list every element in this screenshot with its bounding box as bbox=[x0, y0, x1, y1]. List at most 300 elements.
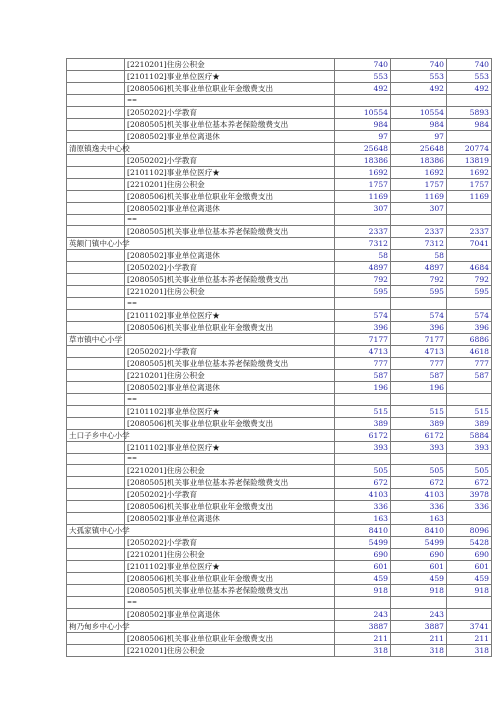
amount-cell-2: 595 bbox=[391, 286, 447, 298]
unit-name: 土口子乡中心小学 bbox=[69, 430, 130, 440]
amount-cell-3: 918 bbox=[447, 585, 492, 597]
amount-cell-2: 243 bbox=[391, 608, 447, 620]
budget-table-body bbox=[67, 59, 492, 657]
amount-cell-1: 740 bbox=[335, 59, 391, 71]
amount-cell-1: 396 bbox=[335, 321, 391, 333]
budget-item-cell: [2080506]机关事业单位职业年金缴费支出 bbox=[125, 573, 335, 585]
budget-item-cell: == bbox=[125, 214, 335, 226]
amount-cell-1: 393 bbox=[335, 441, 391, 453]
amount-cell-2: 336 bbox=[391, 501, 447, 513]
unit-name-cell bbox=[67, 298, 125, 310]
amount-cell-2: 7312 bbox=[391, 238, 447, 250]
budget-item-cell: [2080502]事业单位离退休 bbox=[125, 513, 335, 525]
amount-cell-2: 25648 bbox=[391, 142, 447, 154]
table-row bbox=[67, 513, 492, 525]
amount-cell-2: 918 bbox=[391, 585, 447, 597]
amount-cell-1: 10554 bbox=[335, 106, 391, 118]
amount-cell-2: 2337 bbox=[391, 226, 447, 238]
amount-cell-1: 8410 bbox=[335, 525, 391, 537]
amount-cell-1: 97 bbox=[335, 130, 391, 142]
budget-item-cell: [2080506]机关事业单位职业年金缴费支出 bbox=[125, 83, 335, 95]
table-row bbox=[67, 357, 492, 369]
table-row bbox=[67, 130, 492, 142]
amount-cell-1: 336 bbox=[335, 501, 391, 513]
amount-cell-3: 1757 bbox=[447, 178, 492, 190]
table-row bbox=[67, 250, 492, 262]
amount-cell-3: 492 bbox=[447, 83, 492, 95]
table-row bbox=[67, 59, 492, 71]
budget-item-cell: [2101102]事业单位医疗★ bbox=[125, 441, 335, 453]
unit-name-cell bbox=[67, 214, 125, 226]
amount-cell-2 bbox=[391, 453, 447, 465]
amount-cell-2: 97 bbox=[391, 130, 447, 142]
budget-item-cell: [2210201]住房公积金 bbox=[125, 59, 335, 71]
table-separator-row bbox=[67, 214, 492, 226]
amount-cell-1: 672 bbox=[335, 477, 391, 489]
amount-cell-2: 18386 bbox=[391, 154, 447, 166]
amount-cell-3: 8096 bbox=[447, 525, 492, 537]
amount-cell-2: 211 bbox=[391, 632, 447, 644]
amount-cell-2: 396 bbox=[391, 321, 447, 333]
amount-cell-2: 587 bbox=[391, 369, 447, 381]
table-separator-row bbox=[67, 453, 492, 465]
budget-item-cell: [2210201]住房公积金 bbox=[125, 286, 335, 298]
unit-name-cell bbox=[67, 309, 125, 321]
amount-cell-3: 1169 bbox=[447, 190, 492, 202]
amount-cell-1: 25648 bbox=[335, 142, 391, 154]
amount-cell-1: 318 bbox=[335, 644, 391, 656]
amount-cell-3 bbox=[447, 381, 492, 393]
amount-cell-2: 5499 bbox=[391, 537, 447, 549]
budget-item-cell: [2210201]住房公积金 bbox=[125, 178, 335, 190]
table-group-row bbox=[67, 142, 492, 154]
amount-cell-3: 459 bbox=[447, 573, 492, 585]
budget-item-cell: [2080506]机关事业单位职业年金缴费支出 bbox=[125, 501, 335, 513]
budget-item-cell: [2050202]小学教育 bbox=[125, 345, 335, 357]
amount-cell-3: 3978 bbox=[447, 489, 492, 501]
budget-item-cell bbox=[125, 620, 335, 632]
unit-name-cell bbox=[67, 513, 125, 525]
amount-cell-1 bbox=[335, 393, 391, 405]
table-row bbox=[67, 71, 492, 83]
unit-name-cell bbox=[67, 286, 125, 298]
table-row bbox=[67, 154, 492, 166]
unit-name-cell bbox=[67, 357, 125, 369]
unit-name-cell bbox=[67, 417, 125, 429]
table-group-row bbox=[67, 429, 492, 441]
amount-cell-3 bbox=[447, 214, 492, 226]
unit-name-cell bbox=[67, 130, 125, 142]
table-group-row bbox=[67, 238, 492, 250]
unit-name-cell bbox=[67, 262, 125, 274]
budget-table bbox=[66, 58, 492, 657]
amount-cell-2: 984 bbox=[391, 118, 447, 130]
unit-name-cell bbox=[67, 525, 130, 537]
amount-cell-2: 4897 bbox=[391, 262, 447, 274]
amount-cell-2: 4713 bbox=[391, 345, 447, 357]
amount-cell-1: 505 bbox=[335, 465, 391, 477]
amount-cell-2: 690 bbox=[391, 549, 447, 561]
unit-name-cell bbox=[67, 501, 125, 513]
budget-item-cell: [2210201]住房公积金 bbox=[125, 644, 335, 656]
table-row bbox=[67, 369, 492, 381]
table-group-row bbox=[67, 525, 492, 537]
unit-name-cell bbox=[67, 441, 125, 453]
amount-cell-1: 459 bbox=[335, 573, 391, 585]
amount-cell-1: 4713 bbox=[335, 345, 391, 357]
budget-item-cell: [2050202]小学教育 bbox=[125, 154, 335, 166]
amount-cell-3: 20774 bbox=[447, 142, 492, 154]
table-row bbox=[67, 321, 492, 333]
unit-name-cell bbox=[67, 95, 125, 107]
amount-cell-3: 396 bbox=[447, 321, 492, 333]
amount-cell-2: 574 bbox=[391, 309, 447, 321]
amount-cell-1: 211 bbox=[335, 632, 391, 644]
amount-cell-2: 740 bbox=[391, 59, 447, 71]
budget-item-cell: [2050202]小学教育 bbox=[125, 262, 335, 274]
unit-name: 英额门镇中心小学 bbox=[69, 239, 130, 249]
budget-item-cell: [2101102]事业单位医疗★ bbox=[125, 309, 335, 321]
unit-name-cell bbox=[67, 369, 125, 381]
amount-cell-1: 792 bbox=[335, 274, 391, 286]
table-row bbox=[67, 549, 492, 561]
unit-name-cell bbox=[67, 83, 125, 95]
amount-cell-2: 515 bbox=[391, 405, 447, 417]
amount-cell-3: 318 bbox=[447, 644, 492, 656]
budget-item-cell: [2101102]事业单位医疗★ bbox=[125, 71, 335, 83]
amount-cell-1: 3887 bbox=[335, 620, 391, 632]
amount-cell-1: 389 bbox=[335, 417, 391, 429]
unit-name-cell bbox=[67, 238, 130, 250]
amount-cell-2: 1692 bbox=[391, 166, 447, 178]
amount-cell-1: 690 bbox=[335, 549, 391, 561]
table-row bbox=[67, 632, 492, 644]
budget-item-cell: [2080502]事业单位离退休 bbox=[125, 130, 335, 142]
unit-name-cell bbox=[67, 71, 125, 83]
table-row bbox=[67, 561, 492, 573]
table-row bbox=[67, 286, 492, 298]
amount-cell-1: 307 bbox=[335, 202, 391, 214]
amount-cell-1: 515 bbox=[335, 405, 391, 417]
unit-name-cell bbox=[67, 166, 125, 178]
budget-item-cell: [2101102]事业单位医疗★ bbox=[125, 561, 335, 573]
amount-cell-3: 389 bbox=[447, 417, 492, 429]
unit-name: 大孤家镇中心小学 bbox=[69, 526, 130, 536]
unit-name-cell bbox=[67, 118, 125, 130]
unit-name-cell bbox=[67, 142, 130, 154]
amount-cell-1: 574 bbox=[335, 309, 391, 321]
amount-cell-3: 1692 bbox=[447, 166, 492, 178]
unit-name: 清原镇逸夫中心校 bbox=[69, 143, 130, 153]
amount-cell-2 bbox=[391, 214, 447, 226]
table-row bbox=[67, 405, 492, 417]
amount-cell-3: 587 bbox=[447, 369, 492, 381]
budget-item-cell: [2101102]事业单位医疗★ bbox=[125, 166, 335, 178]
table-row bbox=[67, 178, 492, 190]
table-row bbox=[67, 465, 492, 477]
unit-name-cell bbox=[67, 597, 125, 609]
amount-cell-1: 18386 bbox=[335, 154, 391, 166]
amount-cell-3 bbox=[447, 597, 492, 609]
budget-item-cell: == bbox=[125, 95, 335, 107]
budget-item-cell: [2050202]小学教育 bbox=[125, 489, 335, 501]
budget-item-cell: [2080505]机关事业单位基本养老保险缴费支出 bbox=[125, 118, 335, 130]
amount-cell-2: 792 bbox=[391, 274, 447, 286]
amount-cell-3 bbox=[447, 513, 492, 525]
amount-cell-3: 393 bbox=[447, 441, 492, 453]
amount-cell-2: 8410 bbox=[391, 525, 447, 537]
amount-cell-1: 1692 bbox=[335, 166, 391, 178]
amount-cell-1 bbox=[335, 597, 391, 609]
budget-item-cell: [2080505]机关事业单位基本养老保险缴费支出 bbox=[125, 477, 335, 489]
amount-cell-3 bbox=[447, 250, 492, 262]
amount-cell-3 bbox=[447, 130, 492, 142]
amount-cell-1: 553 bbox=[335, 71, 391, 83]
amount-cell-3: 515 bbox=[447, 405, 492, 417]
amount-cell-2: 10554 bbox=[391, 106, 447, 118]
budget-item-cell: [2050202]小学教育 bbox=[125, 106, 335, 118]
amount-cell-2: 3887 bbox=[391, 620, 447, 632]
amount-cell-2: 307 bbox=[391, 202, 447, 214]
amount-cell-3 bbox=[447, 202, 492, 214]
amount-cell-3: 4684 bbox=[447, 262, 492, 274]
unit-name: 草市镇中心小学 bbox=[69, 334, 123, 344]
unit-name-cell bbox=[67, 321, 125, 333]
amount-cell-3: 777 bbox=[447, 357, 492, 369]
table-row bbox=[67, 537, 492, 549]
budget-item-cell: [2101102]事业单位医疗★ bbox=[125, 405, 335, 417]
amount-cell-2: 1169 bbox=[391, 190, 447, 202]
amount-cell-2 bbox=[391, 393, 447, 405]
table-separator-row bbox=[67, 298, 492, 310]
amount-cell-1: 58 bbox=[335, 250, 391, 262]
amount-cell-1 bbox=[335, 95, 391, 107]
budget-item-cell bbox=[125, 238, 335, 250]
amount-cell-3 bbox=[447, 453, 492, 465]
table-group-row bbox=[67, 620, 492, 632]
unit-name-cell bbox=[67, 345, 125, 357]
unit-name-cell bbox=[67, 453, 125, 465]
table-row bbox=[67, 441, 492, 453]
unit-name-cell bbox=[67, 106, 125, 118]
amount-cell-3: 690 bbox=[447, 549, 492, 561]
budget-item-cell: [2080505]机关事业单位基本养老保险缴费支出 bbox=[125, 226, 335, 238]
unit-name: 枸乃甸乡中心小学 bbox=[69, 621, 130, 631]
unit-name-cell bbox=[67, 465, 125, 477]
amount-cell-1: 595 bbox=[335, 286, 391, 298]
table-row bbox=[67, 585, 492, 597]
amount-cell-1: 196 bbox=[335, 381, 391, 393]
amount-cell-3: 4618 bbox=[447, 345, 492, 357]
budget-item-cell: [2080505]机关事业单位基本养老保险缴费支出 bbox=[125, 585, 335, 597]
amount-cell-3 bbox=[447, 393, 492, 405]
budget-item-cell: [2080502]事业单位离退休 bbox=[125, 250, 335, 262]
table-row bbox=[67, 106, 492, 118]
amount-cell-1: 777 bbox=[335, 357, 391, 369]
amount-cell-3: 2337 bbox=[447, 226, 492, 238]
table-row bbox=[67, 83, 492, 95]
table-row bbox=[67, 381, 492, 393]
table-group-row bbox=[67, 333, 492, 345]
table-separator-row bbox=[67, 597, 492, 609]
amount-cell-2: 672 bbox=[391, 477, 447, 489]
amount-cell-1: 1757 bbox=[335, 178, 391, 190]
amount-cell-1: 587 bbox=[335, 369, 391, 381]
unit-name-cell bbox=[67, 250, 125, 262]
unit-name-cell bbox=[67, 489, 125, 501]
unit-name-cell bbox=[67, 644, 125, 656]
amount-cell-3: 5428 bbox=[447, 537, 492, 549]
unit-name-cell bbox=[67, 393, 125, 405]
budget-item-cell: == bbox=[125, 597, 335, 609]
table-row bbox=[67, 477, 492, 489]
table-row bbox=[67, 489, 492, 501]
amount-cell-3: 553 bbox=[447, 71, 492, 83]
amount-cell-2: 777 bbox=[391, 357, 447, 369]
budget-item-cell: [2080502]事业单位离退休 bbox=[125, 381, 335, 393]
budget-item-cell: == bbox=[125, 298, 335, 310]
amount-cell-3: 792 bbox=[447, 274, 492, 286]
unit-name-cell bbox=[67, 620, 130, 632]
unit-name-cell bbox=[67, 477, 125, 489]
amount-cell-3: 13819 bbox=[447, 154, 492, 166]
unit-name-cell bbox=[67, 178, 125, 190]
budget-item-cell: == bbox=[125, 453, 335, 465]
budget-item-cell bbox=[125, 525, 335, 537]
amount-cell-1: 984 bbox=[335, 118, 391, 130]
amount-cell-2: 4103 bbox=[391, 489, 447, 501]
amount-cell-2: 58 bbox=[391, 250, 447, 262]
unit-name-cell bbox=[67, 202, 125, 214]
amount-cell-1: 4103 bbox=[335, 489, 391, 501]
unit-name-cell bbox=[67, 549, 125, 561]
amount-cell-1: 1169 bbox=[335, 190, 391, 202]
unit-name-cell bbox=[67, 333, 125, 345]
amount-cell-1: 2337 bbox=[335, 226, 391, 238]
table-row bbox=[67, 166, 492, 178]
table-row bbox=[67, 345, 492, 357]
table-row bbox=[67, 309, 492, 321]
unit-name-cell bbox=[67, 573, 125, 585]
amount-cell-2 bbox=[391, 95, 447, 107]
unit-name-cell bbox=[67, 154, 125, 166]
amount-cell-2: 459 bbox=[391, 573, 447, 585]
amount-cell-1 bbox=[335, 214, 391, 226]
amount-cell-2: 7177 bbox=[391, 333, 447, 345]
amount-cell-3: 595 bbox=[447, 286, 492, 298]
budget-item-cell: [2080506]机关事业单位职业年金缴费支出 bbox=[125, 190, 335, 202]
amount-cell-2: 601 bbox=[391, 561, 447, 573]
amount-cell-1: 918 bbox=[335, 585, 391, 597]
amount-cell-3: 601 bbox=[447, 561, 492, 573]
unit-name-cell bbox=[67, 274, 125, 286]
table-row bbox=[67, 202, 492, 214]
table-row bbox=[67, 608, 492, 620]
budget-item-cell: [2080506]机关事业单位职业年金缴费支出 bbox=[125, 632, 335, 644]
amount-cell-1: 601 bbox=[335, 561, 391, 573]
amount-cell-3: 505 bbox=[447, 465, 492, 477]
amount-cell-3 bbox=[447, 298, 492, 310]
amount-cell-3: 740 bbox=[447, 59, 492, 71]
table-row bbox=[67, 644, 492, 656]
budget-item-cell: [2080505]机关事业单位基本养老保险缴费支出 bbox=[125, 274, 335, 286]
amount-cell-3: 5884 bbox=[447, 429, 492, 441]
budget-item-cell bbox=[125, 333, 335, 345]
amount-cell-2: 163 bbox=[391, 513, 447, 525]
table-separator-row bbox=[67, 95, 492, 107]
amount-cell-3: 211 bbox=[447, 632, 492, 644]
amount-cell-2: 6172 bbox=[391, 429, 447, 441]
amount-cell-2: 505 bbox=[391, 465, 447, 477]
table-separator-row bbox=[67, 393, 492, 405]
amount-cell-1: 492 bbox=[335, 83, 391, 95]
amount-cell-3: 574 bbox=[447, 309, 492, 321]
amount-cell-2: 492 bbox=[391, 83, 447, 95]
amount-cell-3: 336 bbox=[447, 501, 492, 513]
budget-item-cell: [2050202]小学教育 bbox=[125, 537, 335, 549]
budget-table-sheet bbox=[66, 58, 489, 657]
amount-cell-2: 389 bbox=[391, 417, 447, 429]
amount-cell-3: 5893 bbox=[447, 106, 492, 118]
amount-cell-1: 7312 bbox=[335, 238, 391, 250]
unit-name-cell bbox=[67, 632, 125, 644]
table-row bbox=[67, 501, 492, 513]
amount-cell-2: 196 bbox=[391, 381, 447, 393]
budget-item-cell: [2210201]住房公积金 bbox=[125, 465, 335, 477]
budget-item-cell: == bbox=[125, 393, 335, 405]
amount-cell-3: 984 bbox=[447, 118, 492, 130]
amount-cell-2: 1757 bbox=[391, 178, 447, 190]
table-row bbox=[67, 226, 492, 238]
amount-cell-3: 6886 bbox=[447, 333, 492, 345]
budget-item-cell: [2080502]事业单位离退休 bbox=[125, 202, 335, 214]
amount-cell-2: 553 bbox=[391, 71, 447, 83]
amount-cell-1: 243 bbox=[335, 608, 391, 620]
unit-name-cell bbox=[67, 190, 125, 202]
amount-cell-1: 163 bbox=[335, 513, 391, 525]
unit-name-cell bbox=[67, 608, 125, 620]
unit-name-cell bbox=[67, 561, 125, 573]
amount-cell-3 bbox=[447, 608, 492, 620]
unit-name-cell bbox=[67, 537, 125, 549]
amount-cell-1 bbox=[335, 453, 391, 465]
unit-name-cell bbox=[67, 226, 125, 238]
budget-item-cell: [2080502]事业单位离退休 bbox=[125, 608, 335, 620]
amount-cell-3: 672 bbox=[447, 477, 492, 489]
amount-cell-2: 318 bbox=[391, 644, 447, 656]
unit-name-cell bbox=[67, 429, 130, 441]
budget-item-cell: [2080506]机关事业单位职业年金缴费支出 bbox=[125, 321, 335, 333]
amount-cell-2: 393 bbox=[391, 441, 447, 453]
table-row bbox=[67, 262, 492, 274]
budget-item-cell: [2210201]住房公积金 bbox=[125, 549, 335, 561]
table-row bbox=[67, 274, 492, 286]
amount-cell-3 bbox=[447, 95, 492, 107]
amount-cell-1 bbox=[335, 298, 391, 310]
budget-item-cell bbox=[125, 429, 335, 441]
table-row bbox=[67, 118, 492, 130]
unit-name-cell bbox=[67, 585, 125, 597]
amount-cell-1: 4897 bbox=[335, 262, 391, 274]
budget-item-cell: [2080505]机关事业单位基本养老保险缴费支出 bbox=[125, 357, 335, 369]
unit-name-cell bbox=[67, 381, 125, 393]
table-row bbox=[67, 573, 492, 585]
amount-cell-1: 6172 bbox=[335, 429, 391, 441]
budget-item-cell: [2210201]住房公积金 bbox=[125, 369, 335, 381]
table-row bbox=[67, 190, 492, 202]
unit-name-cell bbox=[67, 405, 125, 417]
budget-item-cell bbox=[125, 142, 335, 154]
